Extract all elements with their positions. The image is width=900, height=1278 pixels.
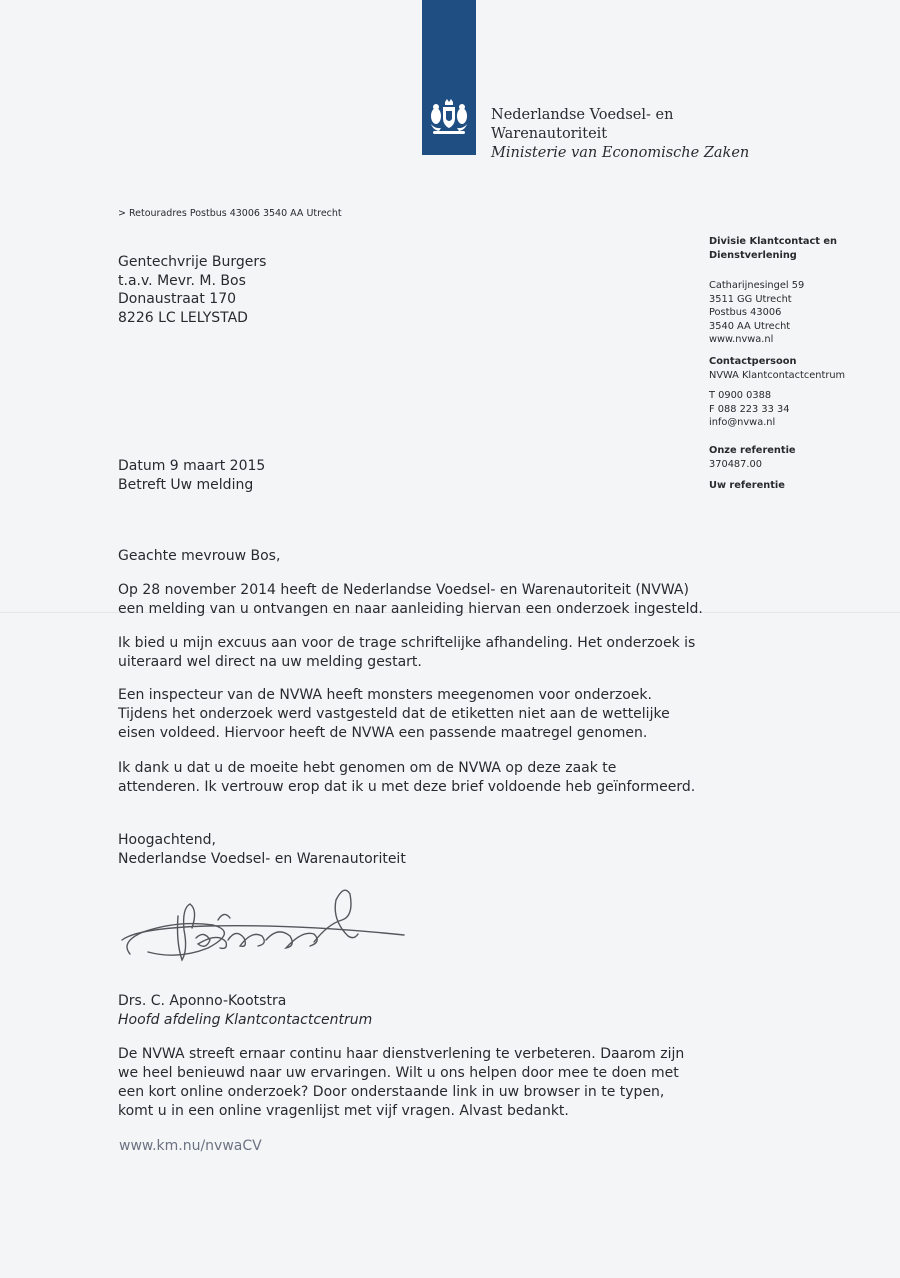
- recipient-line: 8226 LC LELYSTAD: [118, 309, 248, 326]
- paragraph-line: Ik dank u dat u de moeite hebt genomen om de NVWA op deze zaak te: [118, 760, 617, 776]
- salutation: [118, 547, 280, 566]
- sender-address-line: 3540 AA Utrecht: [709, 320, 791, 332]
- signer-role: Hoofd afdeling Klantcontactcentrum: [118, 1012, 373, 1028]
- government-logo-band: [422, 0, 476, 155]
- ministry-name: Ministerie van Economische Zaken: [491, 145, 750, 161]
- letter-meta: [118, 457, 265, 495]
- paragraph-line: Op 28 november 2014 heeft de Nederlandse Voedsel- en Warenautoriteit (NVWA): [118, 582, 689, 598]
- fax-number: F 088 223 33 34: [709, 403, 790, 415]
- paragraph-line: Ik bied u mijn excuus aan voor de trage schriftelijke afhandeling. Het onderzoek is: [118, 635, 696, 651]
- paragraph-line: Tijdens het onderzoek werd vastgesteld dat de etiketten niet aan de wettelijke: [118, 706, 670, 722]
- org-name-line2: Warenautoriteit: [491, 126, 608, 142]
- paragraph: [118, 581, 703, 619]
- paragraph: [118, 634, 695, 672]
- sender-address-line: 3511 GG Utrecht: [709, 293, 792, 305]
- signer-block: [118, 992, 372, 1030]
- return-address: > Retouradres Postbus 43006 3540 AA Utrecht: [118, 208, 342, 219]
- our-reference-value: 370487.00: [709, 458, 762, 470]
- contact-heading: Contactpersoon: [709, 356, 797, 367]
- our-reference-heading: Onze referentie: [709, 445, 796, 456]
- division-line: Dienstverlening: [709, 249, 797, 261]
- paragraph-line: een melding van u ontvangen en naar aanleiding hiervan een onderzoek ingesteld.: [118, 601, 703, 617]
- closing-line: Hoogachtend,: [118, 832, 217, 848]
- phone-number: T 0900 0388: [709, 390, 772, 401]
- sender-address-line: Catharijnesingel 59: [709, 280, 805, 291]
- survey-paragraph: [118, 1045, 684, 1121]
- your-reference: [709, 479, 785, 493]
- sender-website: www.nvwa.nl: [709, 334, 774, 346]
- survey-line: komt u in een online vragenlijst met vijf vragen. Alvast bedankt.: [118, 1103, 569, 1119]
- coat-of-arms-icon: [427, 98, 471, 140]
- contact-details: [709, 389, 789, 430]
- paragraph-line: uiteraard wel direct na uw melding gestart.: [118, 654, 422, 670]
- recipient-line: Gentechvrije Burgers: [118, 254, 267, 270]
- contact-block: [709, 355, 845, 382]
- paragraph-line: eisen voldeed. Hiervoor heeft de NVWA een passende maatregel genomen.: [118, 725, 648, 741]
- division-line: Divisie Klantcontact en: [709, 236, 838, 247]
- survey-link[interactable]: www.km.nu/nvwaCV: [119, 1138, 262, 1154]
- sender-address-line: Postbus 43006: [709, 307, 782, 319]
- signer-name: Drs. C. Aponno-Kootstra: [118, 993, 287, 1009]
- letter-subject: Betreft Uw melding: [118, 477, 254, 493]
- paragraph-line: attenderen. Ik vertrouw erop dat ik u met deze brief voldoende heb geïnformeerd.: [118, 779, 696, 795]
- paragraph: [118, 759, 695, 797]
- contact-name: NVWA Klantcontactcentrum: [709, 369, 846, 381]
- organisation-name: [491, 106, 749, 163]
- our-reference: [709, 444, 796, 471]
- closing-line: Nederlandse Voedsel- en Warenautoriteit: [118, 851, 406, 867]
- contact-email: info@nvwa.nl: [709, 417, 776, 429]
- letter-date: Datum 9 maart 2015: [118, 458, 266, 474]
- closing: [118, 831, 406, 869]
- recipient-line: t.a.v. Mevr. M. Bos: [118, 272, 246, 289]
- org-name-line1: Nederlandse Voedsel- en: [491, 107, 674, 123]
- your-reference-heading: Uw referentie: [709, 480, 785, 491]
- division-heading: [709, 235, 837, 262]
- sender-address: [709, 279, 804, 347]
- survey-line: een kort online onderzoek? Door onderstaande link in uw browser in te typen,: [118, 1084, 665, 1100]
- survey-line: we heel benieuwd naar uw ervaringen. Wilt u ons helpen door mee te doen met: [118, 1065, 679, 1081]
- handwritten-signature: [118, 880, 418, 975]
- survey-line: De NVWA streeft ernaar continu haar dienstverlening te verbeteren. Daarom zijn: [118, 1046, 685, 1062]
- paragraph: [118, 686, 670, 743]
- salutation-text: Geachte mevrouw Bos,: [118, 548, 281, 564]
- recipient-line: Donaustraat 170: [118, 291, 237, 308]
- recipient-address: [118, 253, 266, 327]
- paragraph-line: Een inspecteur van de NVWA heeft monsters meegenomen voor onderzoek.: [118, 687, 652, 703]
